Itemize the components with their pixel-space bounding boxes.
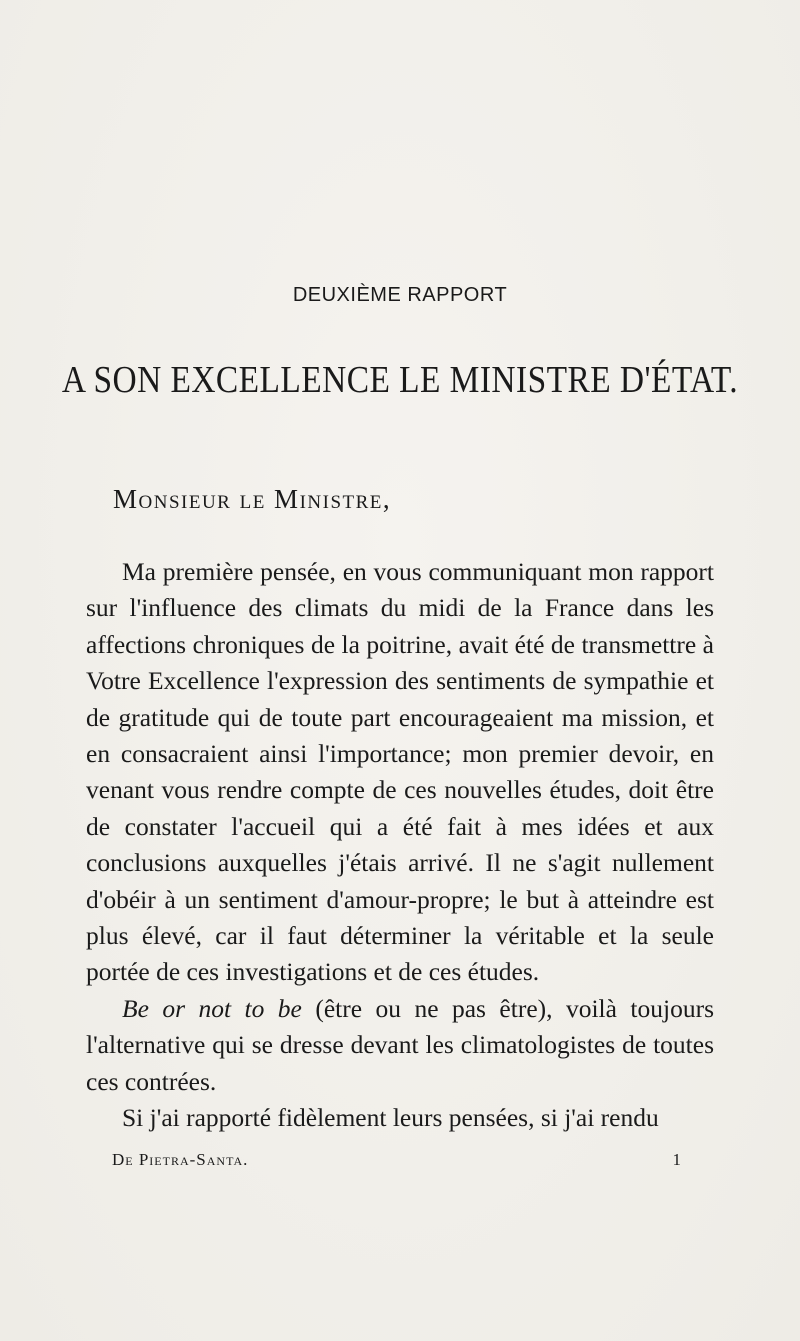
page-footer: [112, 1150, 682, 1170]
running-head: DEUXIÈME RAPPORT: [292, 284, 508, 306]
page-title: A SON EXCELLENCE LE MINISTRE D'ÉTAT.: [61, 359, 739, 401]
salutation: Monsieur le Ministre,: [113, 484, 392, 514]
signature-mark: 1: [672, 1150, 682, 1169]
paragraph-2-text: (être ou ne pas être), voilà toujours l'alternative qui se dresse devant les climatologistes de toutes ces contrées.: [86, 993, 714, 1096]
paragraph-2: [86, 991, 714, 1100]
footer-author: De Pietra-Santa.: [112, 1150, 249, 1169]
paragraph-1: Ma première pensée, en vous communiquant mon rapport sur l'influence des climats du midi de la France dans les affections chroniques de la poitrine, avait été de transmettre à Votre Excellence l'expression des sentiments de sympathie et de gratitude qui de toute part encourageaient ma mission, et en consacraient ainsi l'importance; mon premier devoir, en venant vous rendre compte de ces nouvelles études, doit être de constater l'accueil qui a été fait à mes idées et aux conclusions auxquelles j'étais arrivé. Il ne s'agit nullement d'obéir à un sentiment d'amour-propre; le but à atteindre est plus élevé, car il faut déterminer la véritable et la seule portée de ces investigations et de ces études.: [86, 557, 714, 987]
body-text: [86, 554, 714, 1137]
paragraph-3: Si j'ai rapporté fidèlement leurs pensées, si j'ai rendu: [122, 1103, 659, 1133]
italic-quote: Be or not to be: [122, 993, 302, 1023]
